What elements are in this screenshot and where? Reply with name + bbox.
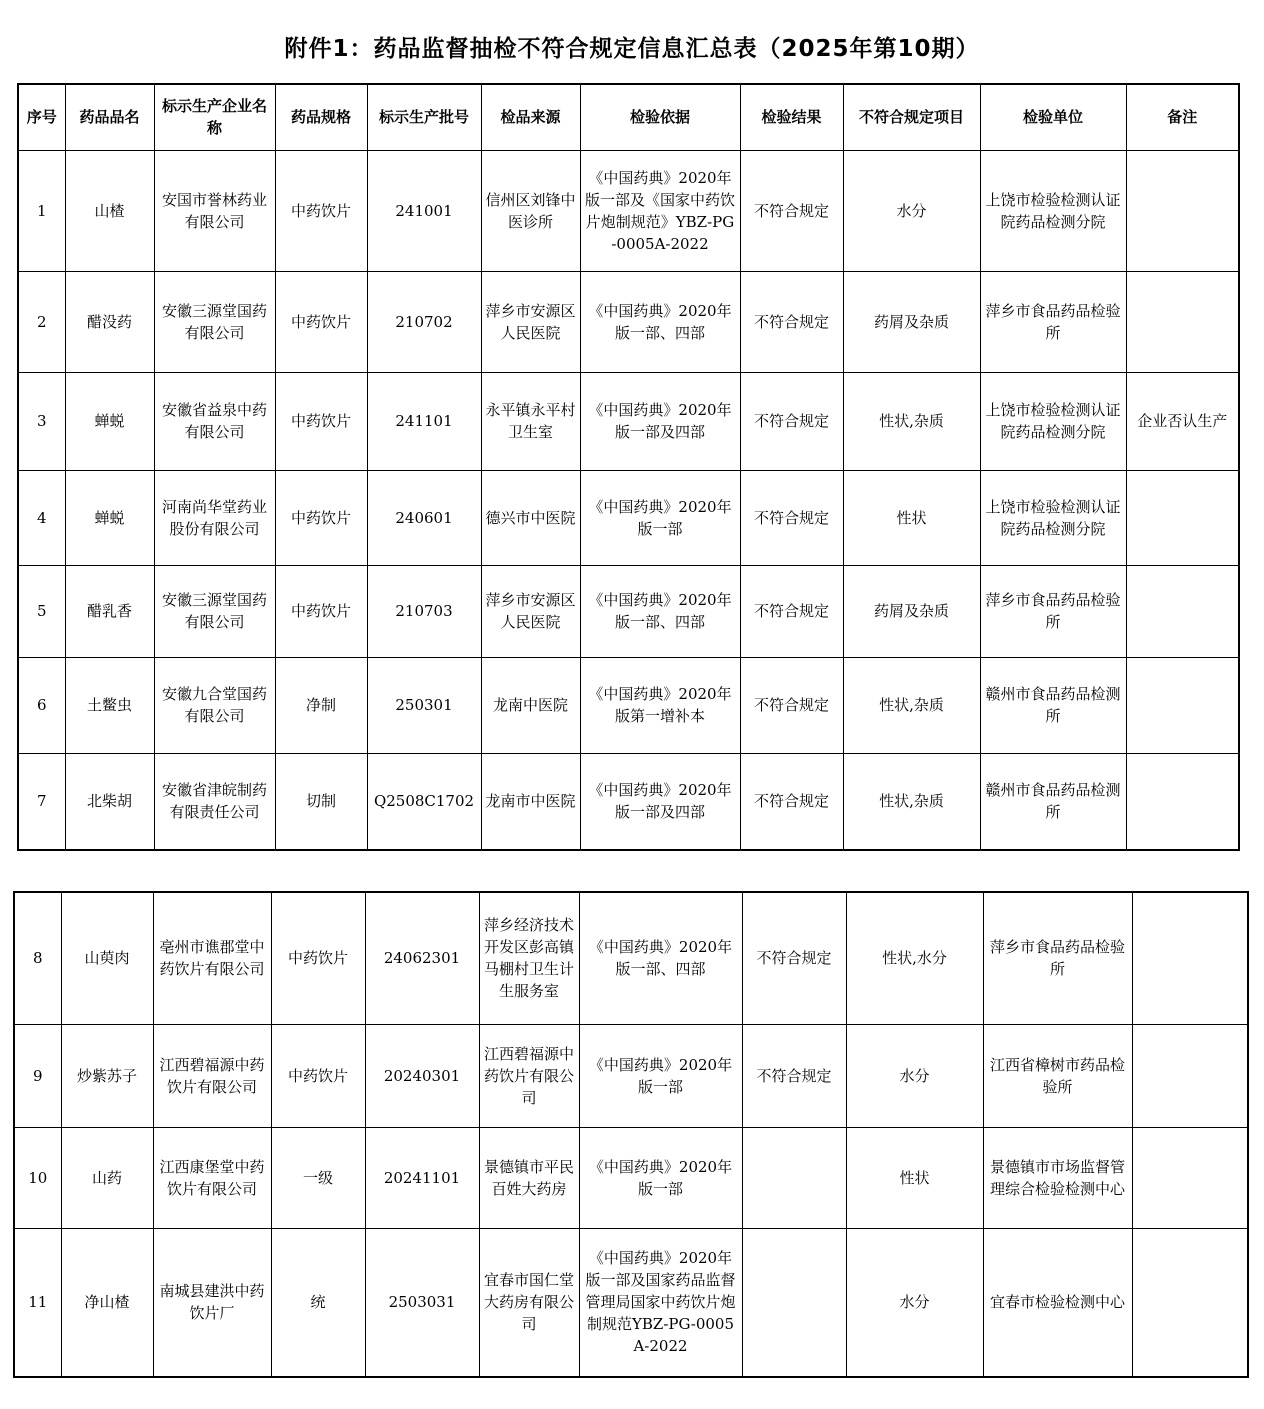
table-cell: 4 xyxy=(18,470,65,565)
table-cell: 永平镇永平村卫生室 xyxy=(481,372,580,470)
table-cell: 安徽九合堂国药有限公司 xyxy=(154,657,275,753)
table-row xyxy=(14,1127,1248,1228)
header-cell: 标示生产企业名称 xyxy=(154,84,275,150)
header-cell: 检验结果 xyxy=(740,84,843,150)
table-cell: 2503031 xyxy=(365,1228,479,1377)
table-row xyxy=(18,271,1239,372)
table-cell: 醋没药 xyxy=(65,271,154,372)
table-cell: 20240301 xyxy=(365,1024,479,1127)
table-cell: 不符合规定 xyxy=(740,565,843,657)
table-cell: 宜春市检验检测中心 xyxy=(983,1228,1132,1377)
page-title: 附件1：药品监督抽检不符合规定信息汇总表（2025年第10期） xyxy=(284,36,980,62)
header-cell: 检品来源 xyxy=(481,84,580,150)
header-cell: 检验单位 xyxy=(980,84,1126,150)
table-cell: 不符合规定 xyxy=(740,372,843,470)
table-cell: 企业否认生产 xyxy=(1126,372,1239,470)
table-cell: 241001 xyxy=(367,150,481,271)
table-cell: 江西碧福源中药饮片有限公司 xyxy=(153,1024,271,1127)
table-cell: 萍乡市安源区人民医院 xyxy=(481,565,580,657)
table-cell: 上饶市检验检测认证院药品检测分院 xyxy=(980,470,1126,565)
table-cell xyxy=(1126,565,1239,657)
table-cell: 赣州市食品药品检测所 xyxy=(980,657,1126,753)
table-cell: 水分 xyxy=(846,1228,983,1377)
table-cell: 萍乡市食品药品检验所 xyxy=(980,565,1126,657)
table-cell xyxy=(1126,470,1239,565)
table-cell: 一级 xyxy=(271,1127,365,1228)
table-cell: 7 xyxy=(18,753,65,850)
table-cell: 蝉蜕 xyxy=(65,372,154,470)
summary-table-page1 xyxy=(17,83,1240,851)
table-cell: 240601 xyxy=(367,470,481,565)
table-cell xyxy=(1132,1127,1248,1228)
table-cell: 性状 xyxy=(846,1127,983,1228)
table-cell: 《中国药典》2020年版一部及国家药品监督管理局国家中药饮片炮制规范YBZ-PG-0005A-2022 xyxy=(579,1228,742,1377)
header-cell: 序号 xyxy=(18,84,65,150)
table-cell: 《中国药典》2020年版一部及《国家中药饮片炮制规范》YBZ-PG-0005A-2022 xyxy=(580,150,740,271)
table-cell: 安徽三源堂国药有限公司 xyxy=(154,271,275,372)
table-cell: 北柴胡 xyxy=(65,753,154,850)
table-cell: 水分 xyxy=(846,1024,983,1127)
table-cell: 净山楂 xyxy=(61,1228,153,1377)
table-cell: 赣州市食品药品检测所 xyxy=(980,753,1126,850)
table-row xyxy=(14,1024,1248,1127)
table-cell: 《中国药典》2020年版一部 xyxy=(579,1127,742,1228)
table-cell: 性状,杂质 xyxy=(843,753,980,850)
table-cell: 亳州市谯郡堂中药饮片有限公司 xyxy=(153,892,271,1024)
table-cell: 10 xyxy=(14,1127,61,1228)
table-cell: 24062301 xyxy=(365,892,479,1024)
table-cell: 山萸肉 xyxy=(61,892,153,1024)
header-cell: 不符合规定项目 xyxy=(843,84,980,150)
table-cell xyxy=(1126,150,1239,271)
table-cell: 安国市誉林药业有限公司 xyxy=(154,150,275,271)
table-cell: 山药 xyxy=(61,1127,153,1228)
table-cell: 药屑及杂质 xyxy=(843,271,980,372)
table-cell: 中药饮片 xyxy=(271,892,365,1024)
table-cell: 安徽省益泉中药有限公司 xyxy=(154,372,275,470)
table-cell: 20241101 xyxy=(365,1127,479,1228)
table-cell: 性状,杂质 xyxy=(843,372,980,470)
table-cell: 萍乡市食品药品检验所 xyxy=(983,892,1132,1024)
table-row xyxy=(18,372,1239,470)
table-cell: 《中国药典》2020年版一部及四部 xyxy=(580,753,740,850)
table-cell: 安徽省津皖制药有限责任公司 xyxy=(154,753,275,850)
table-cell: 切制 xyxy=(275,753,367,850)
header-cell: 药品品名 xyxy=(65,84,154,150)
table-cell: 安徽三源堂国药有限公司 xyxy=(154,565,275,657)
table-cell: 中药饮片 xyxy=(275,372,367,470)
table-cell: 210703 xyxy=(367,565,481,657)
summary-table-page2 xyxy=(13,891,1249,1378)
table-cell: 241101 xyxy=(367,372,481,470)
table-cell: 不符合规定 xyxy=(740,753,843,850)
table-body-page2 xyxy=(14,892,1248,1377)
table-cell: 1 xyxy=(18,150,65,271)
table-cell: 江西碧福源中药饮片有限公司 xyxy=(479,1024,579,1127)
table-cell: 5 xyxy=(18,565,65,657)
table-cell: 龙南市中医院 xyxy=(481,753,580,850)
table-cell: 性状,水分 xyxy=(846,892,983,1024)
table-cell: 性状,杂质 xyxy=(843,657,980,753)
table-cell: 信州区刘锋中医诊所 xyxy=(481,150,580,271)
table-cell: 250301 xyxy=(367,657,481,753)
table-cell: 德兴市中医院 xyxy=(481,470,580,565)
table-cell: 中药饮片 xyxy=(275,565,367,657)
table-cell: 上饶市检验检测认证院药品检测分院 xyxy=(980,372,1126,470)
table-cell xyxy=(742,1228,846,1377)
table-cell: 萍乡经济技术开发区彭高镇马棚村卫生计生服务室 xyxy=(479,892,579,1024)
table-cell xyxy=(1126,657,1239,753)
table-cell: 不符合规定 xyxy=(742,892,846,1024)
table-row xyxy=(18,753,1239,850)
table-cell: 《中国药典》2020年版一部、四部 xyxy=(580,565,740,657)
table-cell: 《中国药典》2020年版一部、四部 xyxy=(580,271,740,372)
table-row xyxy=(14,1228,1248,1377)
table-cell: 上饶市检验检测认证院药品检测分院 xyxy=(980,150,1126,271)
table-cell: 净制 xyxy=(275,657,367,753)
table-cell: 210702 xyxy=(367,271,481,372)
table-row xyxy=(14,892,1248,1024)
table-cell: 山楂 xyxy=(65,150,154,271)
header-cell: 检验依据 xyxy=(580,84,740,150)
table-cell: 8 xyxy=(14,892,61,1024)
table-cell: 龙南中医院 xyxy=(481,657,580,753)
table-cell: 中药饮片 xyxy=(271,1024,365,1127)
table-cell: 中药饮片 xyxy=(275,150,367,271)
table-cell: 《中国药典》2020年版一部 xyxy=(579,1024,742,1127)
header-cell: 药品规格 xyxy=(275,84,367,150)
table-row xyxy=(18,657,1239,753)
table-body-page1 xyxy=(18,150,1239,850)
table-cell: 3 xyxy=(18,372,65,470)
table-cell: 9 xyxy=(14,1024,61,1127)
table-cell: 《中国药典》2020年版一部 xyxy=(580,470,740,565)
header-cell: 标示生产批号 xyxy=(367,84,481,150)
table-cell: 性状 xyxy=(843,470,980,565)
table-cell: 南城县建洪中药饮片厂 xyxy=(153,1228,271,1377)
table-cell: 江西康堡堂中药饮片有限公司 xyxy=(153,1127,271,1228)
table-cell: 11 xyxy=(14,1228,61,1377)
table-cell: 宜春市国仁堂大药房有限公司 xyxy=(479,1228,579,1377)
table-cell xyxy=(742,1127,846,1228)
table-row xyxy=(18,150,1239,271)
table-cell: 土鳖虫 xyxy=(65,657,154,753)
table-cell: 统 xyxy=(271,1228,365,1377)
table-cell xyxy=(1126,271,1239,372)
table-cell: 《中国药典》2020年版第一增补本 xyxy=(580,657,740,753)
table-cell: 河南尚华堂药业股份有限公司 xyxy=(154,470,275,565)
table-cell: 水分 xyxy=(843,150,980,271)
table-cell: 《中国药典》2020年版一部、四部 xyxy=(579,892,742,1024)
table-cell: 蝉蜕 xyxy=(65,470,154,565)
table-cell: 萍乡市食品药品检验所 xyxy=(980,271,1126,372)
table-cell: 6 xyxy=(18,657,65,753)
table-cell: 中药饮片 xyxy=(275,470,367,565)
table-row xyxy=(18,565,1239,657)
table-cell: Q2508C1702 xyxy=(367,753,481,850)
table-cell: 景德镇市市场监督管理综合检验检测中心 xyxy=(983,1127,1132,1228)
header-row xyxy=(18,84,1239,150)
table-cell: 中药饮片 xyxy=(275,271,367,372)
table-cell: 药屑及杂质 xyxy=(843,565,980,657)
table-row xyxy=(18,470,1239,565)
table-cell: 醋乳香 xyxy=(65,565,154,657)
table-cell: 萍乡市安源区人民医院 xyxy=(481,271,580,372)
header-cell: 备注 xyxy=(1126,84,1239,150)
table-cell: 不符合规定 xyxy=(740,657,843,753)
table-cell: 不符合规定 xyxy=(740,150,843,271)
table-cell xyxy=(1132,892,1248,1024)
table-cell: 不符合规定 xyxy=(742,1024,846,1127)
table-cell xyxy=(1132,1228,1248,1377)
table-cell: 不符合规定 xyxy=(740,470,843,565)
table-cell xyxy=(1132,1024,1248,1127)
table-cell xyxy=(1126,753,1239,850)
table-cell: 《中国药典》2020年版一部及四部 xyxy=(580,372,740,470)
table-cell: 景德镇市平民百姓大药房 xyxy=(479,1127,579,1228)
table-cell: 不符合规定 xyxy=(740,271,843,372)
table-cell: 炒紫苏子 xyxy=(61,1024,153,1127)
table-cell: 2 xyxy=(18,271,65,372)
table-cell: 江西省樟树市药品检验所 xyxy=(983,1024,1132,1127)
